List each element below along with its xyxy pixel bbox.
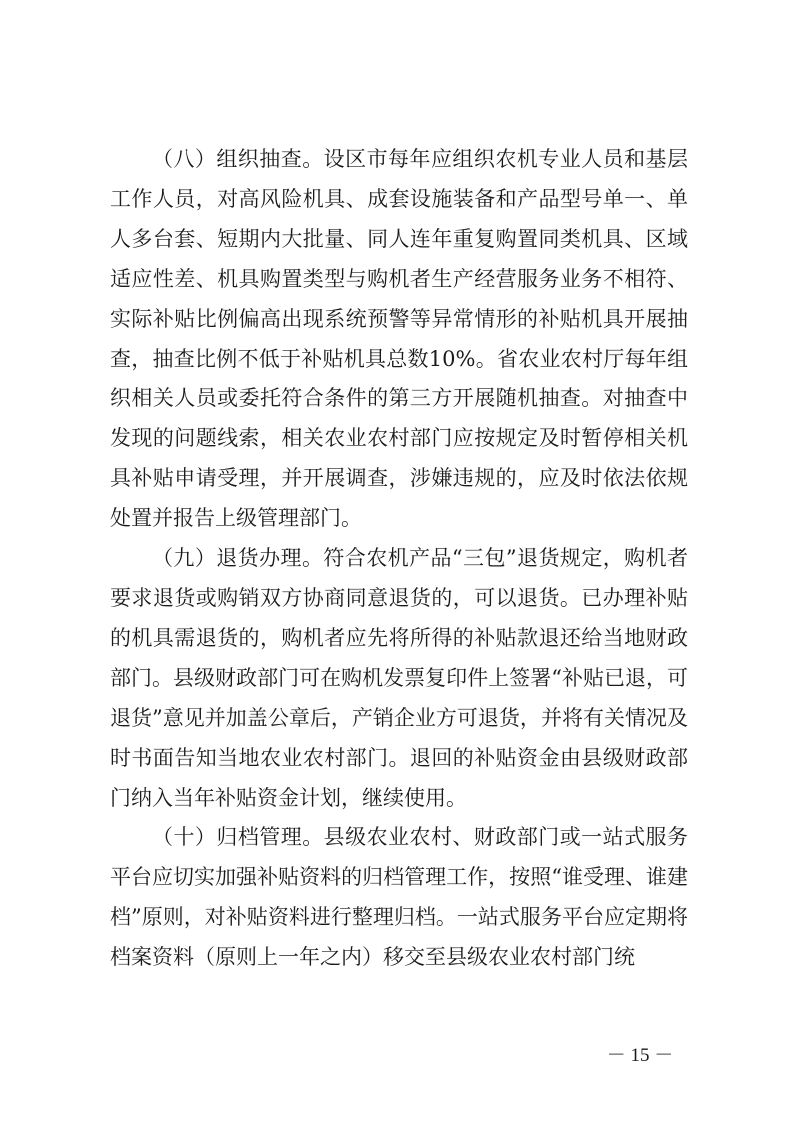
- section-heading-8: （八）组织抽查。: [152, 147, 324, 171]
- paragraph-text-10: 县级农业农村、财政部门或一站式服务平台应切实加强补贴资料的归档管理工作，按照“谁受理、谁建档”原则，对补贴资料进行整理归档。一站式服务平台应定期将档案资料（原则上一年之内）移交至县级农业农村部门统: [110, 825, 689, 970]
- section-heading-10: （十）归档管理。: [152, 825, 324, 850]
- paragraph-archive-management: [110, 818, 688, 978]
- paragraph-return-handling: [110, 539, 688, 818]
- body-text: [110, 140, 688, 978]
- page-number: － 15 －: [606, 1045, 674, 1066]
- paragraph-organize-inspection: [110, 140, 688, 539]
- paragraph-text-8: 设区市每年应组织农机专业人员和基层工作人员，对高风险机具、成套设施装备和产品型号单一、单人多台套、短期内大批量、同人连年重复购置同类机具、区域适应性差、机具购置类型与购机者生产经营服务业务不相符、实际补贴比例偏高出现系统预警等异常情形的补贴机具开展抽查，抽查比例不低于补贴机具总数10%。省农业农村厅每年组织相关人员或委托符合条件的第三方开展随机抽查。对抽查中发现的问题线索，相关农业农村部门应按规定及时暂停相关机具补贴申请受理，并开展调查，涉嫌违规的，应及时依法依规处置并报告上级管理部门。: [110, 147, 689, 531]
- paragraph-text-9: 符合农机产品“三包”退货规定，购机者要求退货或购销双方协商同意退货的，可以退货。已办理补贴的机具需退货的，购机者应先将所得的补贴款退还给当地财政部门。县级财政部门可在购机发票复印件上签署“补贴已退，可退货”意见并加盖公章后，产销企业方可退货，并将有关情况及时书面告知当地农业农村部门。退回的补贴资金由县级财政部门纳入当年补贴资金计划，继续使用。: [110, 546, 688, 810]
- section-heading-9: （九）退货办理。: [152, 546, 324, 571]
